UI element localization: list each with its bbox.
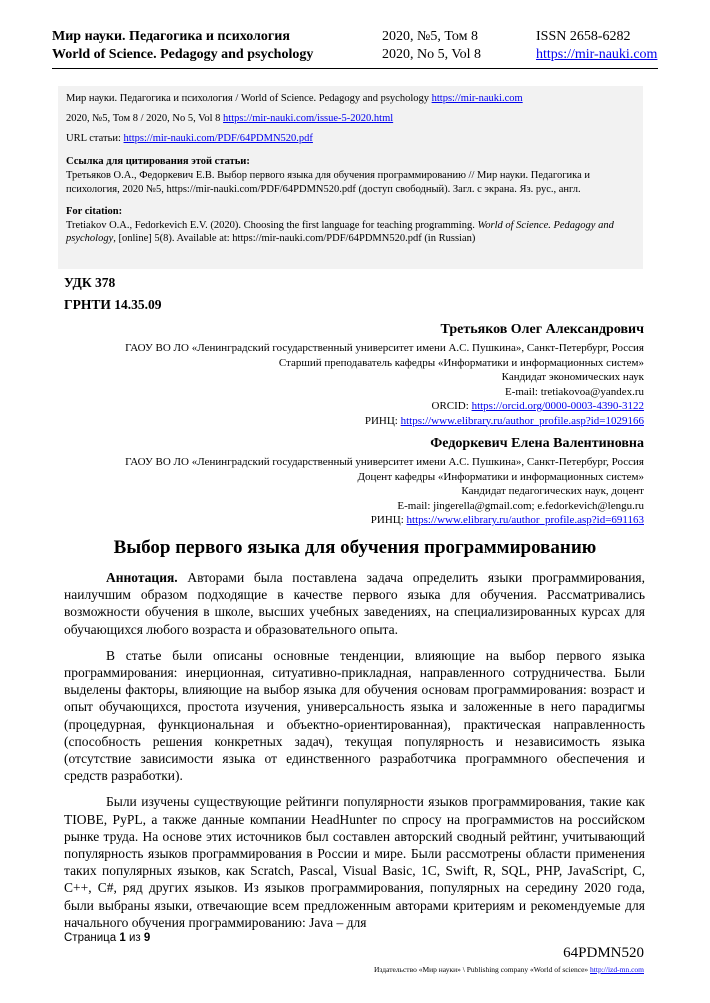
author-org: ГАОУ ВО ЛО «Ленинградский государственный университет имени А.С. Пушкина», Санкт-Петербург, Россия xyxy=(125,456,644,468)
publisher-name: Издательство «Мир науки» \ Publishing company «World of science» xyxy=(374,965,589,974)
rinc-link[interactable]: https://www.elibrary.ru/author_profile.asp?id=1029166 xyxy=(400,414,644,427)
publisher-link[interactable]: http://izd-mn.com xyxy=(590,965,644,974)
body-paragraph: В статье были описаны основные тенденции, влияющие на выбор первого языка программирования: инерционная, ситуативно-прикладная, направленного сотрудничества. Были выделены факторы, влияющие на выбор языка для обучения основам программирования: возраст и опыт обучающихся, простота изучения, универсальность языка и заложенные в него парадигмы (процедурная, функциональная и объектно-ориентированная), практическая направленность (способность решения конкретных задач), текущая популярность и независимость языка (отсутствие зависимости языка от единственного разработчика программного обеспечения и средств разработки). xyxy=(64,647,645,784)
article-title: Выбор первого языка для обучения программированию xyxy=(113,537,597,558)
grnti-code: ГРНТИ 14.35.09 xyxy=(64,297,162,312)
rinc-label: РИНЦ: xyxy=(364,414,398,427)
journal-name-en: World of Science. Pedagogy and psychology xyxy=(52,47,314,62)
citebox-issue: 2020, №5, Том 8 / 2020, No 5, Vol 8 xyxy=(66,112,221,124)
cite-en-part1: Tretiakov O.A., Fedorkevich E.V. (2020). Choosing the first language for teaching programming. xyxy=(66,219,475,231)
header-divider xyxy=(52,68,658,69)
author-name: Федоркевич Елена Валентиновна xyxy=(430,436,644,451)
citebox-journal-link[interactable]: https://mir-nauki.com xyxy=(431,93,523,104)
author-email: E-mail: jingerella@gmail.com; e.fedorkevich@lengu.ru xyxy=(397,499,644,512)
page-of: из xyxy=(128,932,141,944)
abstract-label: Аннотация. xyxy=(106,570,178,585)
page-number: 1 xyxy=(119,932,126,944)
page-prefix: Страница xyxy=(64,932,117,944)
rinc-label: РИНЦ: xyxy=(370,514,404,526)
author-position: Старший преподаватель кафедры «Информатики и информационных систем» xyxy=(278,356,644,369)
author-degree: Кандидат педагогических наук, доцент xyxy=(461,485,644,497)
journal-header xyxy=(52,28,658,68)
issue-en: 2020, No 5, Vol 8 xyxy=(382,47,482,62)
cite-ru-heading: Ссылка для цитирования этой статьи: xyxy=(66,156,250,168)
page-counter xyxy=(64,932,150,944)
author-position: Доцент кафедры «Информатики и информационных систем» xyxy=(357,470,644,483)
issn: ISSN 2658-6282 xyxy=(536,29,631,44)
author-degree: Кандидат экономических наук xyxy=(501,371,644,383)
author-block-1 xyxy=(125,320,644,428)
paragraph-text: Авторами была поставлена задача определить языки программирования, наилучшим образом подходящие в качестве первого языка для обучения. Рассматривались возможности обучения в школе, высших учебных заведениях, на специализированных курсах для обучающихся любого возраста и образовательного опыта. xyxy=(64,570,645,637)
publisher-line xyxy=(374,965,644,974)
citebox-article-link[interactable]: https://mir-nauki.com/PDF/64PDMN520.pdf xyxy=(123,132,313,144)
body-paragraph: Были изучены существующие рейтинги популярности языков программирования, такие как TIOBE, PyPL, а также данные компании HeadHunter по спросу на программистов на российском рынке труда. На основе этих источников был составлен авторский сводный рейтинг, учитывающий популярность языков программирования в России и мире. Были рассмотрены области применения таких популярных языков, как Scratch, Pascal, Visual Basic, 1C, Swift, R, SQL, PHP, JavaScript, C, C++, C#, ряд других языков. Из языков программирования, популярных на середину 2020 года, были выбраны языки, отвечающие всем предложенным авторами критериям и рекомендуемые для начального обучения программированию: Java – для xyxy=(64,794,645,930)
citebox-journal: Мир науки. Педагогика и психология / World of Science. Pedagogy and psychology xyxy=(66,93,429,104)
author-org: ГАОУ ВО ЛО «Ленинградский государственный университет имени А.С. Пушкина», Санкт-Петербург, Россия xyxy=(125,342,644,354)
author-email: E-mail: tretiakovoa@yandex.ru xyxy=(504,385,644,398)
orcid-link[interactable]: https://orcid.org/0000-0003-4390-3122 xyxy=(471,400,644,412)
author-name: Третьяков Олег Александрович xyxy=(440,322,644,337)
page-total: 9 xyxy=(143,932,151,944)
author-block-2 xyxy=(125,434,644,528)
cite-en-part2: , [online] 5(8). Available at: https://mir-nauki.com/PDF/64PDMN520.pdf (in Russian) xyxy=(113,233,476,245)
udk-code: УДК 378 xyxy=(64,275,116,290)
rinc-link[interactable]: https://www.elibrary.ru/author_profile.asp?id=691163 xyxy=(406,514,644,526)
journal-site-link[interactable]: https://mir-nauki.com xyxy=(536,47,658,62)
article-body xyxy=(64,569,645,940)
cite-en-journal: World of Science. Pedagogy and psychology xyxy=(66,219,614,245)
citation-box xyxy=(58,86,643,269)
cite-ru-text: Третьяков О.А., Федоркевич Е.В. Выбор первого языка для обучения программированию // Мир науки. Педагогика и психология, 2020 №5, https://mir-nauki.com/PDF/64PDMN520.pdf (доступ свободный). Загл. с экрана. Яз. рус., англ. xyxy=(66,170,590,195)
citebox-url-label: URL статьи: xyxy=(66,132,121,144)
journal-name-ru: Мир науки. Педагогика и психология xyxy=(52,29,290,44)
orcid-label: ORCID: xyxy=(431,400,469,412)
citebox-issue-link[interactable]: https://mir-nauki.com/issue-5-2020.html xyxy=(223,112,394,124)
issue-ru: 2020, №5, Том 8 xyxy=(382,29,478,44)
article-code: 64PDMN520 xyxy=(563,945,644,961)
cite-en-heading: For citation: xyxy=(66,205,123,217)
abstract-paragraph xyxy=(64,569,645,638)
